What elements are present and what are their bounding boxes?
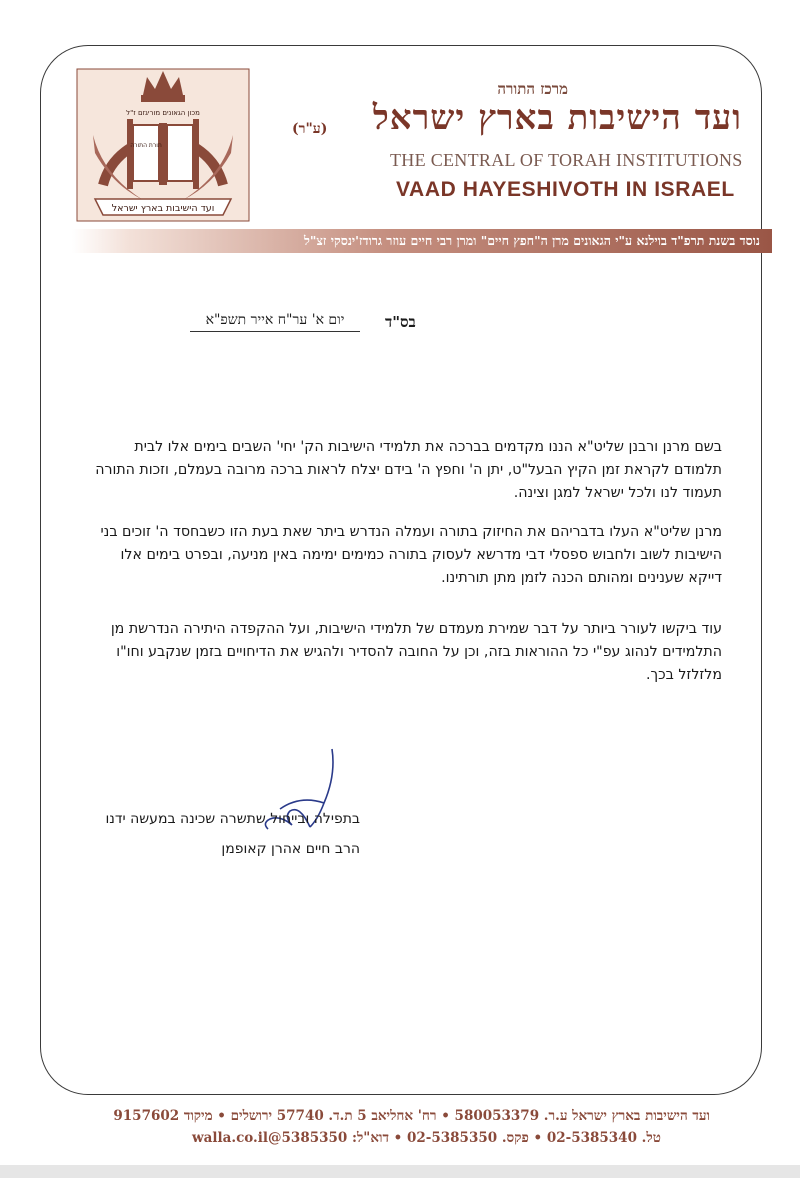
bsd-mark: בס"ד — [385, 313, 416, 331]
org-name-hebrew: ועד הישיבות בארץ ישראל — [372, 98, 742, 138]
logo-banner-text: ועד הישיבות בארץ ישראל — [111, 203, 215, 214]
org-small-title: מרכז התורה — [497, 80, 568, 98]
logo-arc-text: מכון הגאונים מוריגזם ז"ל — [126, 109, 200, 117]
paragraph-2: מרנן שליט"א העלו בדבריהם את החיזוק בתורה ועמלה הנדרש ביתר שאת בעת הזו כשבחסד ה' זוכים בני הישיבות לשוב ולחבוש ספסלי דבי מדרשא לעסוק בתורה כמימים ימימה באין מניעה, ובפרט בימים אלו דייקא שענינים ומהותם הכנה לזמן מתן תורתינו. — [100, 524, 722, 586]
footer-contact: טל. 02-5385340 • פקס. 02-5385350 • דוא"ל: 5385350@walla.co.il — [192, 1130, 661, 1146]
org-name-english-2: VAAD HAYESHIVOTH IN ISRAEL — [396, 178, 735, 201]
emblem-logo — [73, 65, 253, 225]
paragraph-1: בשם מרנן ורבנן שליט"א הננו מקדמים בברכה את תלמידי הישיבות הק' יחי' השבים בימים אלו לבית תלמודם לקראת זמן הקיץ הבעל"ט, יתן ה' וחפץ ה' בידם יצלח לראות ברכה מרובה בעמלם, וזכות התורה תעמוד לנו ולכל ישראל למגן וצינה. — [95, 439, 722, 501]
founded-line: נוסד בשנת תרפ"ד בוילנא ע"י הגאונים מרן ה"חפץ חיים" ומרן רבי חיים עוזר גרודז'ינסקי זצ"ל — [304, 233, 760, 248]
founded-band — [72, 229, 772, 253]
signer-name: הרב חיים אהרן קאופמן — [221, 841, 360, 857]
org-abbrev: (ע"ר) — [292, 121, 328, 137]
logo-scroll-text: תורת התורה — [130, 142, 162, 149]
org-name-english-1: THE CENTRAL OF TORAH INSTITUTIONS — [390, 150, 743, 170]
footer-address: ועד הישיבות בארץ ישראל ע.ר. 580053379 • רח' אחליאב 5 ת.ד. 57740 ירושלים • מיקוד 9157602 — [113, 1108, 710, 1124]
closing-line: בתפילה ובייחול שתשרה שכינה במעשה ידנו — [105, 811, 360, 827]
page-bottom-edge — [0, 1165, 800, 1178]
letter-date: יום א' ער"ח אייר תשפ"א — [190, 312, 360, 332]
paragraph-3: עוד ביקשו לעורר ביותר על דבר שמירת מעמדם של תלמידי הישיבות, ועל ההקפדה היתירה הנדרשת מן התלמידים לנהוג עפ"י כל ההוראות בזה, וכן על החובה להסדיר ולהגיש את הדיחויים בזמן שנקבע וחו"ו מלזלזל בכך. — [110, 621, 722, 683]
